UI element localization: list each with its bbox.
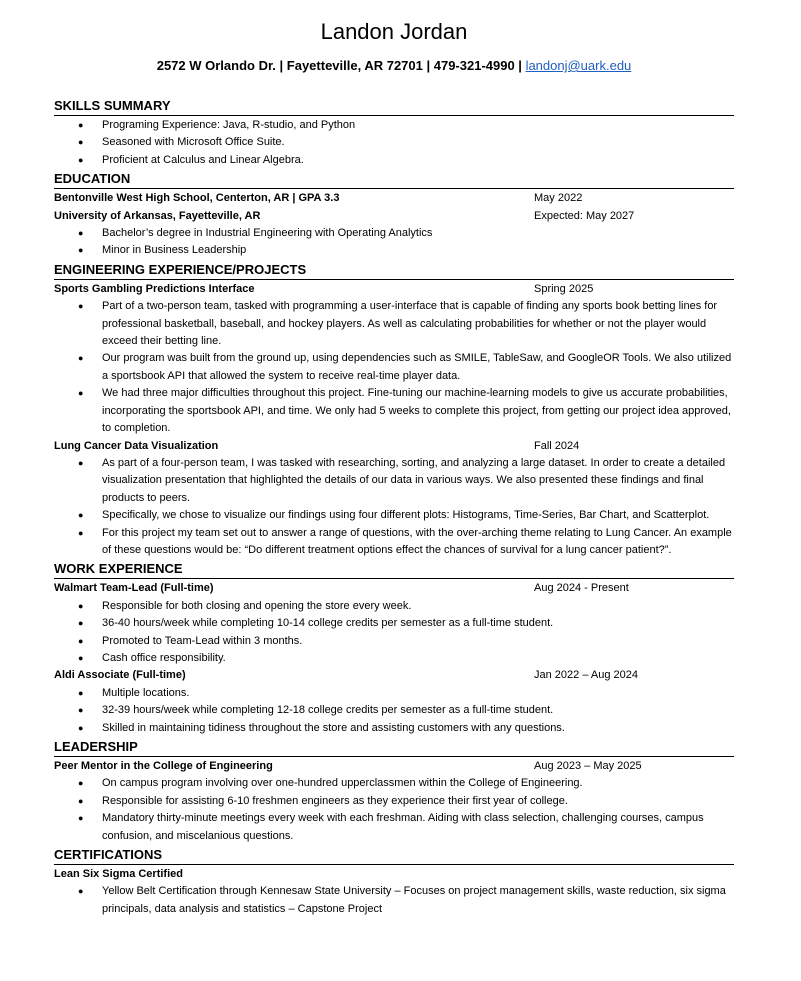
- entry-header: [54, 667, 734, 684]
- bullet-item: ● Our program was built from the ground up, using dependencies such as SMILE, TableSaw, and GoogleOR Tools. We also utilized a sportsbook API that allowed the system to receive real-time player data.: [54, 350, 734, 385]
- email-link[interactable]: landonj@uark.edu: [525, 58, 632, 73]
- entry-header: [54, 281, 734, 298]
- bullet-item: ● 32-39 hours/week while completing 12-18 college credits per semester as a full-time student.: [54, 702, 734, 719]
- section-title: WORK EXPERIENCE: [54, 559, 734, 579]
- bullet-list: [54, 117, 734, 169]
- candidate-name: Landon Jordan: [320, 19, 468, 44]
- entry-date: Jan 2022 – Aug 2024: [534, 669, 638, 682]
- bullet-list: [54, 455, 734, 559]
- entry-header: [54, 438, 734, 455]
- bullet-item: ● Bachelor’s degree in Industrial Engineering with Operating Analytics: [54, 225, 734, 242]
- bullet-item: ● Responsible for both closing and opening the store every week.: [54, 598, 734, 615]
- bullet-item: ● On campus program involving over one-hundred upperclassmen within the College of Engineering.: [54, 775, 734, 792]
- bullet-item: ● Part of a two-person team, tasked with programming a user-interface that is capable of finding any sports book betting lines for professional basketball, baseball, and hockey players. As well as calculating probabilities for whether or not the player would exceed their betting line.: [54, 298, 734, 350]
- section-title: LEADERSHIP: [54, 737, 734, 757]
- bullet-item: ● Responsible for assisting 6-10 freshmen engineers as they experience their first year of college.: [54, 793, 734, 810]
- resume-sections: [54, 96, 734, 918]
- bullet-item: ● 36-40 hours/week while completing 10-14 college credits per semester as a full-time student.: [54, 615, 734, 632]
- bullet-item: ● As part of a four-person team, I was tasked with researching, sorting, and analyzing a large dataset. In order to create a detailed visualization presentation that highlighted the details of our data in various ways. We also presented these findings and final products to peers.: [54, 455, 734, 507]
- section-work-experience: [54, 559, 734, 737]
- entry-title: Sports Gambling Predictions Interface: [54, 282, 255, 295]
- section-title: CERTIFICATIONS: [54, 845, 734, 865]
- entry-title: Lung Cancer Data Visualization: [54, 439, 219, 452]
- section-title: EDUCATION: [54, 169, 734, 189]
- entry-header: [54, 208, 734, 225]
- entry-date: Aug 2024 - Present: [534, 582, 629, 595]
- entry-header: [54, 580, 734, 597]
- bullet-item: ● We had three major difficulties throughout this project. Fine-tuning our machine-learning models to give us accurate probabilities, incorporating the sportsbook API, and time. We only had 5 weeks to complete this project, from getting our project idea approved, to completion.: [54, 385, 734, 437]
- bullet-item: ● Seasoned with Microsoft Office Suite.: [54, 134, 734, 151]
- entry-date: Expected: May 2027: [534, 209, 635, 222]
- entry-title: Peer Mentor in the College of Engineering: [54, 760, 273, 772]
- section-title: SKILLS SUMMARY: [54, 96, 734, 116]
- section-leadership: [54, 737, 734, 845]
- bullet-item: ● For this project my team set out to answer a range of questions, with the over-arching theme relating to Lung Cancer. An example of these questions would be: “Do different treatment options effect the chances of survival for a lung cancer patient?”.: [54, 525, 734, 560]
- bullet-item: ● Proficient at Calculus and Linear Algebra.: [54, 152, 734, 169]
- bullet-list: [54, 775, 734, 845]
- bullet-item: ● Minor in Business Leadership: [54, 242, 734, 259]
- entry-date: Aug 2023 – May 2025: [534, 760, 642, 772]
- section-title: ENGINEERING EXPERIENCE/PROJECTS: [54, 260, 734, 280]
- bullet-item: ● Specifically, we chose to visualize our findings using four different plots: Histograms, Time-Series, Bar Chart, and Scatterplot.: [54, 507, 734, 524]
- resume-page: [54, 18, 734, 918]
- bullet-list: [54, 883, 734, 918]
- entry-date: May 2022: [534, 192, 583, 205]
- bullet-list: [54, 598, 734, 668]
- bullet-item: ● Programing Experience: Java, R-studio, and Python: [54, 117, 734, 134]
- contact-text: 2572 W Orlando Dr. | Fayetteville, AR 72701 | 479-321-4990 |: [156, 58, 526, 73]
- section-engineering-experience-projects: [54, 260, 734, 560]
- section-education: [54, 169, 734, 260]
- entry-title: University of Arkansas, Fayetteville, AR: [54, 209, 261, 222]
- bullet-item: ● Promoted to Team-Lead within 3 months.: [54, 633, 734, 650]
- entry-header: [54, 866, 734, 883]
- entry-header: [54, 190, 734, 207]
- bullet-item: ● Skilled in maintaining tidiness throughout the store and assisting customers with any questions.: [54, 720, 734, 737]
- entry-date: Spring 2025: [534, 282, 594, 295]
- bullet-list: [54, 685, 734, 737]
- section-certifications: [54, 845, 734, 918]
- entry-title: Lean Six Sigma Certified: [54, 868, 183, 881]
- entry-title: Bentonville West High School, Centerton, AR | GPA 3.3: [54, 192, 340, 205]
- contact-line: [54, 57, 734, 75]
- bullet-list: [54, 298, 734, 437]
- entry-header: [54, 758, 734, 775]
- bullet-item: ● Cash office responsibility.: [54, 650, 734, 667]
- bullet-item: ● Yellow Belt Certification through Kennesaw State University – Focuses on project management skills, waste reduction, six sigma principals, data analysis and statistics – Capstone Project: [54, 883, 734, 918]
- bullet-item: ● Multiple locations.: [54, 685, 734, 702]
- entry-date: Fall 2024: [534, 439, 580, 452]
- bullet-item: ● Mandatory thirty-minute meetings every week with each freshman. Aiding with class selection, challenging courses, campus confusion, and miscelanious questions.: [54, 810, 734, 845]
- bullet-list: [54, 225, 734, 260]
- section-skills-summary: [54, 96, 734, 169]
- entry-title: Walmart Team-Lead (Full-time): [54, 582, 214, 595]
- entry-title: Aldi Associate (Full-time): [54, 669, 186, 682]
